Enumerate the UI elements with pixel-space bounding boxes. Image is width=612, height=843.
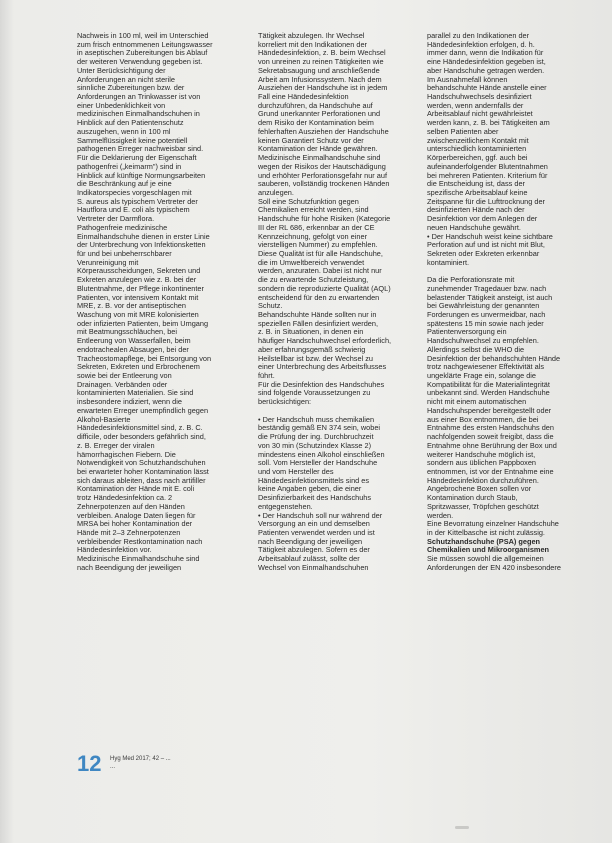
text-line: Medizinische Einmalhandschuhe sind xyxy=(258,153,381,163)
text-line: in aseptischen Zubereitungen bis Ablauf xyxy=(77,48,208,58)
text-line: Alkohol-Basierte xyxy=(77,414,131,424)
text-line: Zehnerpotenzen auf den Händen xyxy=(77,501,185,511)
text-line: nach Beendigung der jeweiligen xyxy=(77,562,182,572)
text-line: Körperbereichen, ggf. auch bei xyxy=(427,153,528,163)
text-line: aber Handschuhe getragen werden. xyxy=(427,65,545,75)
text-line: Grund unerkannter Perforationen und xyxy=(258,109,381,119)
text-line: Soll eine Schutzfunktion gegen xyxy=(258,196,359,206)
text-line: ungeklärte Frage ein, solange die xyxy=(427,371,537,381)
text-line: • Der Handschuh muss chemikalien xyxy=(258,414,375,424)
text-line: Wechsel von Einmalhandschuhen xyxy=(258,562,369,572)
text-line: Da die Perforationsrate mit xyxy=(427,275,515,285)
text-line: keinen Garantiert Schutz vor der xyxy=(258,135,364,145)
text-line: Allerdings selbst die WHO die xyxy=(427,344,525,354)
text-line: Händedesinfektionsmittels sind es xyxy=(258,475,370,485)
text-line: selben Patienten aber xyxy=(427,126,499,136)
text-line: Sekretabsaugung und anschließende xyxy=(258,65,380,75)
text-line: für und bei unbeherrschbarer xyxy=(77,248,172,258)
text-line: Chemikalien und Mikroorganismen xyxy=(427,545,550,555)
text-line: einer Unbedenklichkeit von xyxy=(77,100,166,110)
text-line: Verunreinigung mit xyxy=(77,257,139,267)
text-line: endotrachealen Absaugen, bei der xyxy=(77,344,189,354)
text-line: entgegenstehen. xyxy=(258,501,313,511)
text-line: III der RL 686, erkennbar an der CE xyxy=(258,222,375,232)
text-line: Eine Bevorratung einzelner Handschuhe xyxy=(427,519,559,529)
text-line: die Prüfung der ing. Durchbruchzeit xyxy=(258,432,374,442)
text-line: • Der Handschuh weist keine sichtbare xyxy=(427,231,553,241)
text-line: Für die Deklarierung der Eigenschaft xyxy=(77,153,197,163)
text-line: hämorrhagischen Fiebern. Die xyxy=(77,449,176,459)
text-line: sinnliche Zubereitungen bzw. der xyxy=(77,83,185,93)
text-line: berücksichtigen: xyxy=(258,397,312,407)
text-line: desinfizierten Hände nach der xyxy=(427,205,525,215)
text-line: zwischenzeitlichem Kontakt mit xyxy=(427,135,529,145)
text-line: die zu erwartende Schutzleistung, xyxy=(258,275,369,285)
text-line: die Entscheidung ist, dass der xyxy=(427,179,525,189)
text-line: Kontamination durch Staub, xyxy=(427,493,518,503)
text-line: Patienten, vor intensivem Kontakt mit xyxy=(77,292,199,302)
text-line: kontaminierten Materialien. Sie sind xyxy=(77,388,194,398)
page-number: 12 xyxy=(77,751,102,776)
text-line: neuen Handschuhe gewährt. xyxy=(427,222,521,232)
text-line: unterschiedlich kontaminierten xyxy=(427,144,527,154)
text-line: z. B. in Situationen, in denen ein xyxy=(258,327,364,337)
text-line: Sie müssen sowohl die allgemeinen xyxy=(427,554,544,564)
text-line: Vertreter der Darmflora. xyxy=(77,214,155,224)
text-line: Anforderungen der EN 420 insbesondere xyxy=(427,562,561,572)
text-line: Hinblick auf künftige Normungsarbeiten xyxy=(77,170,206,180)
text-line: Anforderungen an Trinkwasser ist von xyxy=(77,92,201,102)
text-line: Kontamination der Hände mit E. coli xyxy=(77,484,195,494)
text-line: Ausziehen der Handschuhe ist in jedem xyxy=(258,83,388,93)
text-line: Medizinische Einmalhandschuhe sind xyxy=(77,554,200,564)
text-line: MRSA bei hoher Kontamination der xyxy=(77,519,193,529)
text-line: durchzuführen, da Handschuhe auf xyxy=(258,100,373,110)
text-line: pathogenfrei („keimarm") sind in xyxy=(77,161,182,171)
text-line: werden kann, z. B. bei Tätigkeiten am xyxy=(427,118,550,128)
text-line: werden, wenn andernfalls der xyxy=(427,100,524,110)
text-line: und vom Hersteller des xyxy=(258,466,334,476)
text-line: Händedesinfektion durchzuführen. xyxy=(427,475,539,485)
text-line: zum frisch entnommenen Leitungswasser xyxy=(77,39,213,49)
text-line: aus einer Box entnommen, die bei xyxy=(427,414,539,424)
text-line: werden. xyxy=(427,510,454,520)
text-line: weiterer Handschuhe möglich ist, xyxy=(427,449,536,459)
text-line: Kennzeichnung, gefolgt von einer xyxy=(258,231,368,241)
text-line: Im Ausnahmefall können xyxy=(427,74,508,84)
text-line: kontaminiert. xyxy=(427,257,470,267)
text-line: Pathogenfreie medizinische xyxy=(77,222,168,232)
text-line: sind folgende Voraussetzungen zu xyxy=(258,388,371,398)
text-line: keine Angaben geben, die einer xyxy=(258,484,362,494)
page-footer xyxy=(77,753,377,777)
text-line: Entnahme ohne Berührung der Box und xyxy=(427,440,557,450)
text-line: verbleibender Restkontamination nach xyxy=(77,536,203,546)
text-line: parallel zu den Indikationen der xyxy=(427,31,530,40)
text-line: zunehmender Tragedauer bzw. nach xyxy=(427,283,547,293)
text-line: trotz nachgewiesener Effektivität als xyxy=(427,362,545,372)
text-line: Schutzhandschuhe (PSA) gegen xyxy=(427,536,541,546)
citation xyxy=(110,756,171,771)
text-line: werden, anzuraten. Dabei ist nicht nur xyxy=(258,266,382,276)
text-line: die Beschränkung auf je eine xyxy=(77,179,172,189)
text-line: Sekreten oder Exkreten erkennbar xyxy=(427,248,540,258)
text-line: unbekannt sind. Werden Handschuhe xyxy=(427,388,550,398)
text-line: Patienten verwendet werden und ist xyxy=(258,527,375,537)
text-line: Desinfektion vor dem Anlegen der xyxy=(427,214,538,224)
text-line: speziellen Fällen desinfiziert werden, xyxy=(258,318,379,328)
scan-smudge xyxy=(455,826,469,829)
text-line: bei mehreren Patienten. Kriterium für xyxy=(427,170,548,180)
text-line: auszugehen, wenn in 100 ml xyxy=(77,126,171,136)
text-line: behandschuhte Hände anstelle einer xyxy=(427,83,547,93)
text-line: Handschuhspender bereitgestellt oder xyxy=(427,405,552,415)
text-line: trotz Händedesinfektion ca. 2 xyxy=(77,493,173,503)
text-line: erwarteten Erreger unempfindlich gegen xyxy=(77,405,209,415)
text-line: Patientenversorgung ein xyxy=(427,327,507,337)
text-line: Diese Qualität ist für alle Handschuhe, xyxy=(258,248,383,258)
text-line: Forderungen es unvermeidbar, nach xyxy=(427,310,546,319)
text-line: Versorgung an ein und demselben xyxy=(258,519,370,529)
text-line: Unter Berücksichtigung der xyxy=(77,65,166,75)
text-line: Anforderungen an nicht sterile xyxy=(77,74,175,84)
text-line: Nachweis in 100 ml, weil im Unterschied xyxy=(77,31,209,40)
text-line: sowie bei der Entleerung von xyxy=(77,371,172,381)
text-line: sich daraus ableiten, dass nach artifiller xyxy=(77,475,206,485)
text-line: sauberen, vollständig trockenen Händen xyxy=(258,179,390,189)
text-line: Händedesinfektion erfolgen, d. h. xyxy=(427,39,535,49)
text-line: Schutz. xyxy=(258,301,283,311)
text-line: difficile, oder besonders gefährlich sind, xyxy=(77,432,206,442)
text-line: in der Kittelbasche ist nicht zulässig. xyxy=(427,527,545,537)
text-line: Händedesinfektion, z. B. beim Wechsel xyxy=(258,48,386,58)
text-line: oder infizierten Patienten, beim Umgang xyxy=(77,318,209,328)
text-line: der Unterbrechung von Infektionsketten xyxy=(77,240,206,250)
text-line: fehlerhaften Ausziehen der Handschuhe xyxy=(258,126,389,136)
text-line: Angebrochene Boxen sollen vor xyxy=(427,484,532,494)
text-line: sondern die reproduzierte Qualität (AQL) xyxy=(258,283,391,293)
text-line: sondern aus üblichen Pappboxen xyxy=(427,458,537,468)
text-line: bei erwarteter hoher Kontamination lässt xyxy=(77,466,209,476)
citation-line: Hyg Med 2017; 42 – ... xyxy=(110,756,171,762)
text-line: mit Beatmungsschläuchen, bei xyxy=(77,327,178,337)
text-line: Tracheostomapflege, bei Entsorgung von xyxy=(77,353,212,363)
text-line: Heilstellbar ist bzw. der Wechsel zu xyxy=(258,353,373,363)
text-line: Drainagen. Verbänden oder xyxy=(77,379,168,389)
text-line: wegen der Risikos der Hautschädigung xyxy=(258,161,386,171)
text-line: Spritzwasser, Tröpfchen geschützt xyxy=(427,501,539,511)
text-line: Desinfektion der behandschuhten Hände xyxy=(427,353,561,363)
text-line: spätestens 15 min sowie nach jeder xyxy=(427,318,544,328)
text-line: Behandschuhte Hände sollten nur in xyxy=(258,310,377,319)
text-line: dem Risiko der Kontamination beim xyxy=(258,118,374,128)
text-line: der weiteren Verwendung gegeben ist. xyxy=(77,57,203,67)
text-line: verbleiben. Analoge Daten liegen für xyxy=(77,510,196,520)
text-line: Tätigkeit abzulegen. Sofern es der xyxy=(258,545,370,555)
text-line: Indikatorspecies vorgeschlagen mit xyxy=(77,187,192,197)
text-line: z. B. Erreger der viralen xyxy=(77,440,155,450)
text-line: die im Umweltbereich verwendet xyxy=(258,257,365,267)
text-line: nicht mit einem automatischen xyxy=(427,397,527,407)
text-line: einer Unterbrechung des Arbeitsflusses xyxy=(258,362,387,372)
text-line: Händedesinfektionsmittel sind, z. B. C. xyxy=(77,423,203,433)
text-line: Chemikalien erreicht werden, sind xyxy=(258,205,369,215)
text-line: immer dann, wenn die Indikation für xyxy=(427,48,544,58)
text-line: von unreinen zu reinen Tätigkeiten wie xyxy=(258,57,384,67)
text-line: und erhöhter Perforationsgefahr nur auf xyxy=(258,170,388,180)
text-line: Exkreten anzulegen wie z. B. bei der xyxy=(77,275,197,285)
text-line: Entnahme des ersten Handschuhs den xyxy=(427,423,554,433)
text-line: Perforation auf und ist nicht mit Blut, xyxy=(427,240,545,250)
text-line: S. aureus als typischem Vertreter der xyxy=(77,196,198,206)
text-line: Händedesinfektion vor. xyxy=(77,545,152,555)
text-line: bei Gewährleistung der genannten xyxy=(427,301,540,311)
text-line: insbesondere indiziert, wenn die xyxy=(77,397,182,407)
text-line: häufiger Handschuhwechsel erforderlich, xyxy=(258,336,392,346)
text-line: Desinfizierbarkeit des Handschuhs xyxy=(258,493,372,503)
text-line: Hautflora und E. coli als typischem xyxy=(77,205,190,215)
text-column-middle xyxy=(258,32,426,573)
text-line: Handschuhwechsels desinfiziert xyxy=(427,92,532,102)
text-line: nachfolgenden soweit freigibt, dass die xyxy=(427,432,554,442)
text-line: belastender Tätigkeit ansteigt, ist auch xyxy=(427,292,553,302)
text-line: spezifische Arbeitsablauf keine xyxy=(427,187,528,197)
text-line: Sekreten, Exkreten und Erbrochenem xyxy=(77,362,200,372)
citation-line: ... xyxy=(110,763,116,770)
text-line: Kompatibilität für die Materialintegrität xyxy=(427,379,550,389)
text-line: Körperausscheidungen, Sekreten und xyxy=(77,266,201,276)
text-line: entnommen, ist vor der Entnahme eine xyxy=(427,466,554,476)
text-line: medizinischen Einmalhandschuhen in xyxy=(77,109,200,119)
text-line: Blutentnahme, der Pflege inkontinenter xyxy=(77,283,204,293)
text-line: nach Beendigung der jeweiligen xyxy=(258,536,363,546)
text-line: aufeinanderfolgender Blutentnahmen xyxy=(427,161,548,171)
text-line: führt. xyxy=(258,371,275,381)
text-line: MRE, z. B. vor der antiseptischen xyxy=(77,301,186,311)
text-line: Handschuhe für hohe Risiken (Kategorie xyxy=(258,214,391,224)
text-line: Für die Desinfektion des Handschuhes xyxy=(258,379,385,389)
text-column-right xyxy=(427,32,595,573)
text-line: Handschuhwechsel zu empfehlen. xyxy=(427,336,539,346)
text-line: pathogenen Erreger nachweisbar sind. xyxy=(77,144,204,154)
text-line: Kontamination der Hände gewähren. xyxy=(258,144,378,154)
text-line: Fall eine Händedesinfektion xyxy=(258,92,349,102)
text-line: Zeitspanne für die Lufttrocknung der xyxy=(427,196,545,206)
text-line: vierstelligen Nummer) zu empfehlen. xyxy=(258,240,378,250)
text-line: Einmalhandschuhe dienen in erster Linie xyxy=(77,231,210,241)
text-line: eine Händedesinfektion gegeben ist, xyxy=(427,57,546,67)
text-line: Arbeitsablauf nicht gewährleistet xyxy=(427,109,533,119)
text-line: Entleerung von Wasserfallen, beim xyxy=(77,336,191,346)
text-line: soll. Vom Hersteller der Handschuhe xyxy=(258,458,378,468)
text-line: Arbeitsablauf zulässt, sollte der xyxy=(258,554,360,564)
text-line: von 30 min (Schutzindex Klasse 2) xyxy=(258,440,372,450)
text-line: Sammelflüssigkeit keine potentiell xyxy=(77,135,188,145)
text-column-left xyxy=(77,32,245,573)
text-line: Hände mit 2–3 Zehnerpotenzen xyxy=(77,527,181,537)
text-line: Notwendigkeit von Schutzhandschuhen xyxy=(77,458,206,468)
text-line: • Der Handschuh soll nur während der xyxy=(258,510,383,520)
text-line: mindestens einen Alkohol einschließen xyxy=(258,449,385,459)
text-line: Arbeit am Infusionssystem. Nach dem xyxy=(258,74,382,84)
text-line: Waschung von mit MRE kolonisierten xyxy=(77,310,199,319)
text-line: anzulegen. xyxy=(258,187,294,197)
text-line: Tätigkeit abzulegen. Ihr Wechsel xyxy=(258,31,365,40)
text-line: beständig gemäß EN 374 sein, wobei xyxy=(258,423,381,433)
text-line: aber erfahrungsgemäß schwierig xyxy=(258,344,366,354)
text-line: entscheidend für den zu erwartenden xyxy=(258,292,380,302)
text-line: korreliert mit den Indikationen der xyxy=(258,39,367,49)
text-line: Hinblick auf den Patientenschutz xyxy=(77,118,184,128)
